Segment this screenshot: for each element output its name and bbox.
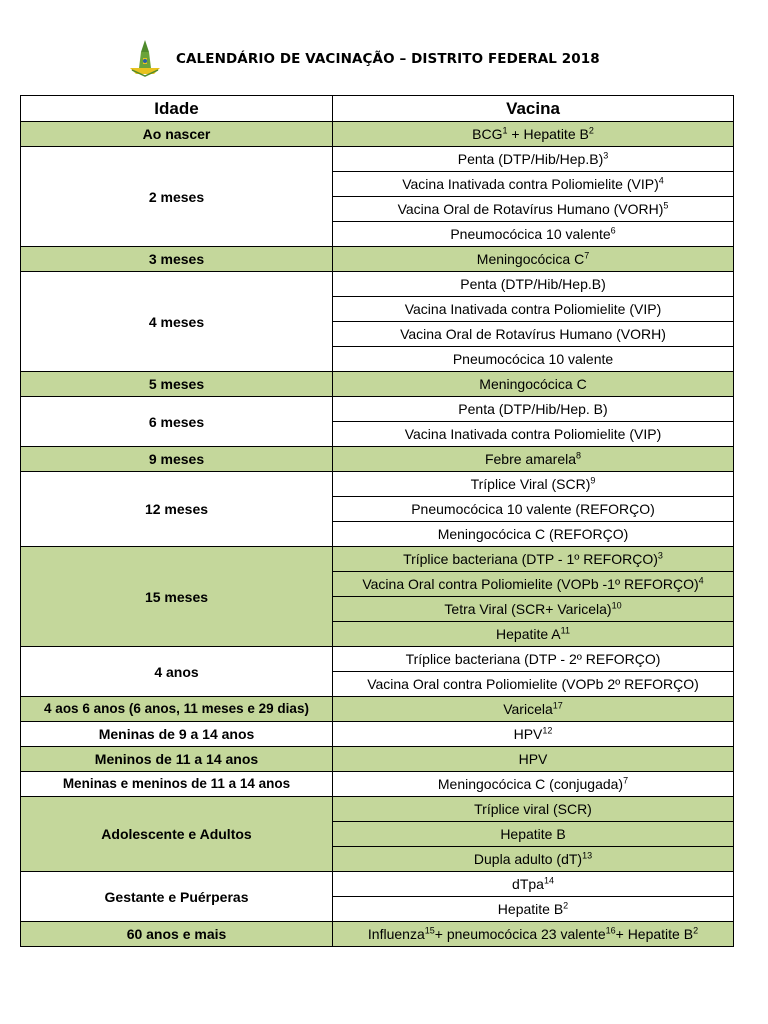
footnote-ref: 14 [543, 875, 554, 886]
age-cell: 9 meses [21, 447, 333, 472]
vaccine-cell [333, 472, 734, 497]
vaccine-cell [333, 147, 734, 172]
table-row [21, 397, 734, 422]
vaccine-text: Penta (DTP/Hib/Hep. B) [458, 401, 608, 417]
footnote-ref: 2 [563, 900, 569, 911]
vaccine-text: Influenza [367, 926, 425, 942]
document-title: CALENDÁRIO DE VACINAÇÃO – DISTRITO FEDERAL 2018 [176, 51, 600, 67]
vaccine-text: Dupla adulto (dT) [473, 851, 583, 867]
vaccine-cell [333, 397, 734, 422]
vaccine-text: Meningocócica C [479, 376, 587, 392]
table-row [21, 797, 734, 822]
vaccine-text: Hepatite B [497, 901, 564, 917]
footnote-ref: 9 [590, 475, 596, 486]
footnote-ref: 7 [584, 250, 590, 261]
footnote-ref: 13 [582, 850, 593, 861]
vaccine-cell [333, 122, 734, 147]
table-row [21, 922, 734, 947]
distrito-federal-logo-icon [128, 38, 162, 78]
footnote-ref: 16 [605, 925, 616, 936]
footnote-ref: 7 [623, 775, 629, 786]
age-cell: Meninas de 9 a 14 anos [21, 722, 333, 747]
vaccine-text: Tríplice bacteriana (DTP - 2º REFORÇO) [405, 651, 661, 667]
vaccine-text: dTpa [512, 876, 544, 892]
footnote-ref: 1 [502, 125, 508, 136]
footnote-ref: 5 [663, 200, 669, 211]
vaccine-text: HPV [518, 751, 548, 767]
age-cell: 4 anos [21, 647, 333, 697]
vaccine-text: + pneumocócica 23 valente [434, 926, 606, 942]
vaccine-text: Febre amarela [484, 451, 577, 467]
vaccine-cell [333, 897, 734, 922]
vaccine-text: BCG [472, 126, 503, 142]
vaccine-text: HPV [513, 726, 543, 742]
footnote-ref: 3 [657, 550, 663, 561]
vaccine-cell [333, 222, 734, 247]
age-cell: 4 meses [21, 272, 333, 372]
vaccine-text: Vacina Oral de Rotavírus Humano (VORH) [400, 326, 666, 342]
vaccine-text: Vacina Inativada contra Poliomielite (VIP) [402, 176, 659, 192]
vaccine-text: Tríplice Viral (SCR) [470, 476, 591, 492]
footnote-ref: 12 [542, 725, 553, 736]
table-header-row [21, 96, 734, 122]
age-cell: Ao nascer [21, 122, 333, 147]
table-row [21, 747, 734, 772]
vaccine-text: Tetra Viral (SCR+ Varicela) [444, 601, 612, 617]
vaccine-cell [333, 922, 734, 947]
document-header [0, 38, 768, 82]
vaccine-cell [333, 572, 734, 597]
vaccine-text: Vacina Inativada contra Poliomielite (VIP) [404, 301, 662, 317]
age-cell: 15 meses [21, 547, 333, 647]
footnote-ref: 8 [576, 450, 582, 461]
age-cell: 2 meses [21, 147, 333, 247]
vaccine-text: + Hepatite B [507, 126, 589, 142]
age-cell: 6 meses [21, 397, 333, 447]
vaccine-cell [333, 172, 734, 197]
vaccine-cell [333, 272, 734, 297]
vaccine-cell [333, 247, 734, 272]
age-cell: 5 meses [21, 372, 333, 397]
vaccine-text: Pneumocócica 10 valente [452, 351, 614, 367]
table-row [21, 697, 734, 722]
vaccine-text: Meningocócica C [476, 251, 585, 267]
table-row [21, 872, 734, 897]
vaccine-cell [333, 672, 734, 697]
age-cell: Adolescente e Adultos [21, 797, 333, 872]
vaccine-text: Meningocócica C (conjugada) [437, 776, 624, 792]
age-cell: 4 aos 6 anos (6 anos, 11 meses e 29 dias) [21, 697, 333, 722]
footnote-ref: 3 [603, 150, 609, 161]
table-row [21, 447, 734, 472]
vaccine-text: Meningocócica C (REFORÇO) [437, 526, 629, 542]
vaccine-cell [333, 522, 734, 547]
table-row [21, 372, 734, 397]
vaccine-column-header: Vacina [333, 96, 734, 122]
age-cell: Meninos de 11 a 14 anos [21, 747, 333, 772]
vaccine-text: + Hepatite B [615, 926, 694, 942]
vaccine-cell [333, 447, 734, 472]
vaccine-cell [333, 772, 734, 797]
vaccine-cell [333, 722, 734, 747]
vaccine-cell [333, 822, 734, 847]
table-row [21, 472, 734, 497]
table-row [21, 272, 734, 297]
vaccine-text: Pneumocócica 10 valente (REFORÇO) [411, 501, 655, 517]
vaccine-cell [333, 547, 734, 572]
vaccine-cell [333, 847, 734, 872]
vaccine-cell [333, 797, 734, 822]
footnote-ref: 2 [588, 125, 594, 136]
footnote-ref: 4 [658, 175, 664, 186]
table-row [21, 122, 734, 147]
vaccine-text: Tríplice viral (SCR) [474, 801, 592, 817]
age-cell: 12 meses [21, 472, 333, 547]
vaccine-text: Vacina Oral contra Poliomielite (VOPb 2º REFORÇO) [367, 676, 699, 692]
vaccine-cell [333, 622, 734, 647]
footnote-ref: 10 [611, 600, 622, 611]
footnote-ref: 15 [424, 925, 435, 936]
table-row [21, 247, 734, 272]
vaccine-text: Vacina Oral de Rotavírus Humano (VORH) [397, 201, 664, 217]
vaccine-text: Tríplice bacteriana (DTP - 1º REFORÇO) [403, 551, 658, 567]
table-row [21, 547, 734, 572]
vaccination-table [20, 95, 734, 947]
age-cell: Meninas e meninos de 11 a 14 anos [21, 772, 333, 797]
vaccine-text: Pneumocócica 10 valente [450, 226, 611, 242]
age-cell: 60 anos e mais [21, 922, 333, 947]
vaccine-text: Penta (DTP/Hib/Hep.B) [460, 276, 606, 292]
vaccine-text: Varicela [503, 701, 553, 717]
vaccine-cell [333, 597, 734, 622]
vaccine-cell [333, 197, 734, 222]
vaccine-cell [333, 647, 734, 672]
vaccine-cell [333, 422, 734, 447]
vaccine-cell [333, 322, 734, 347]
table-row [21, 772, 734, 797]
vaccine-text: Penta (DTP/Hib/Hep.B) [457, 151, 604, 167]
age-cell: Gestante e Puérperas [21, 872, 333, 922]
footnote-ref: 2 [693, 925, 699, 936]
footnote-ref: 4 [698, 575, 704, 586]
vaccine-text: Hepatite A [496, 626, 561, 642]
vaccine-text: Hepatite B [500, 826, 566, 842]
table-row [21, 722, 734, 747]
footnote-ref: 17 [552, 700, 563, 711]
table-row [21, 147, 734, 172]
vaccine-cell [333, 347, 734, 372]
vaccine-text: Vacina Inativada contra Poliomielite (VIP) [404, 426, 662, 442]
vaccine-cell [333, 497, 734, 522]
table-row [21, 647, 734, 672]
vaccine-cell [333, 297, 734, 322]
table-body [21, 122, 734, 947]
vaccine-text: Vacina Oral contra Poliomielite (VOPb -1º REFORÇO) [362, 576, 699, 592]
vaccine-cell [333, 747, 734, 772]
footnote-ref: 6 [610, 225, 616, 236]
vaccine-cell [333, 372, 734, 397]
age-cell: 3 meses [21, 247, 333, 272]
vaccine-cell [333, 872, 734, 897]
age-column-header: Idade [21, 96, 333, 122]
vaccine-cell [333, 697, 734, 722]
footnote-ref: 11 [560, 625, 570, 636]
